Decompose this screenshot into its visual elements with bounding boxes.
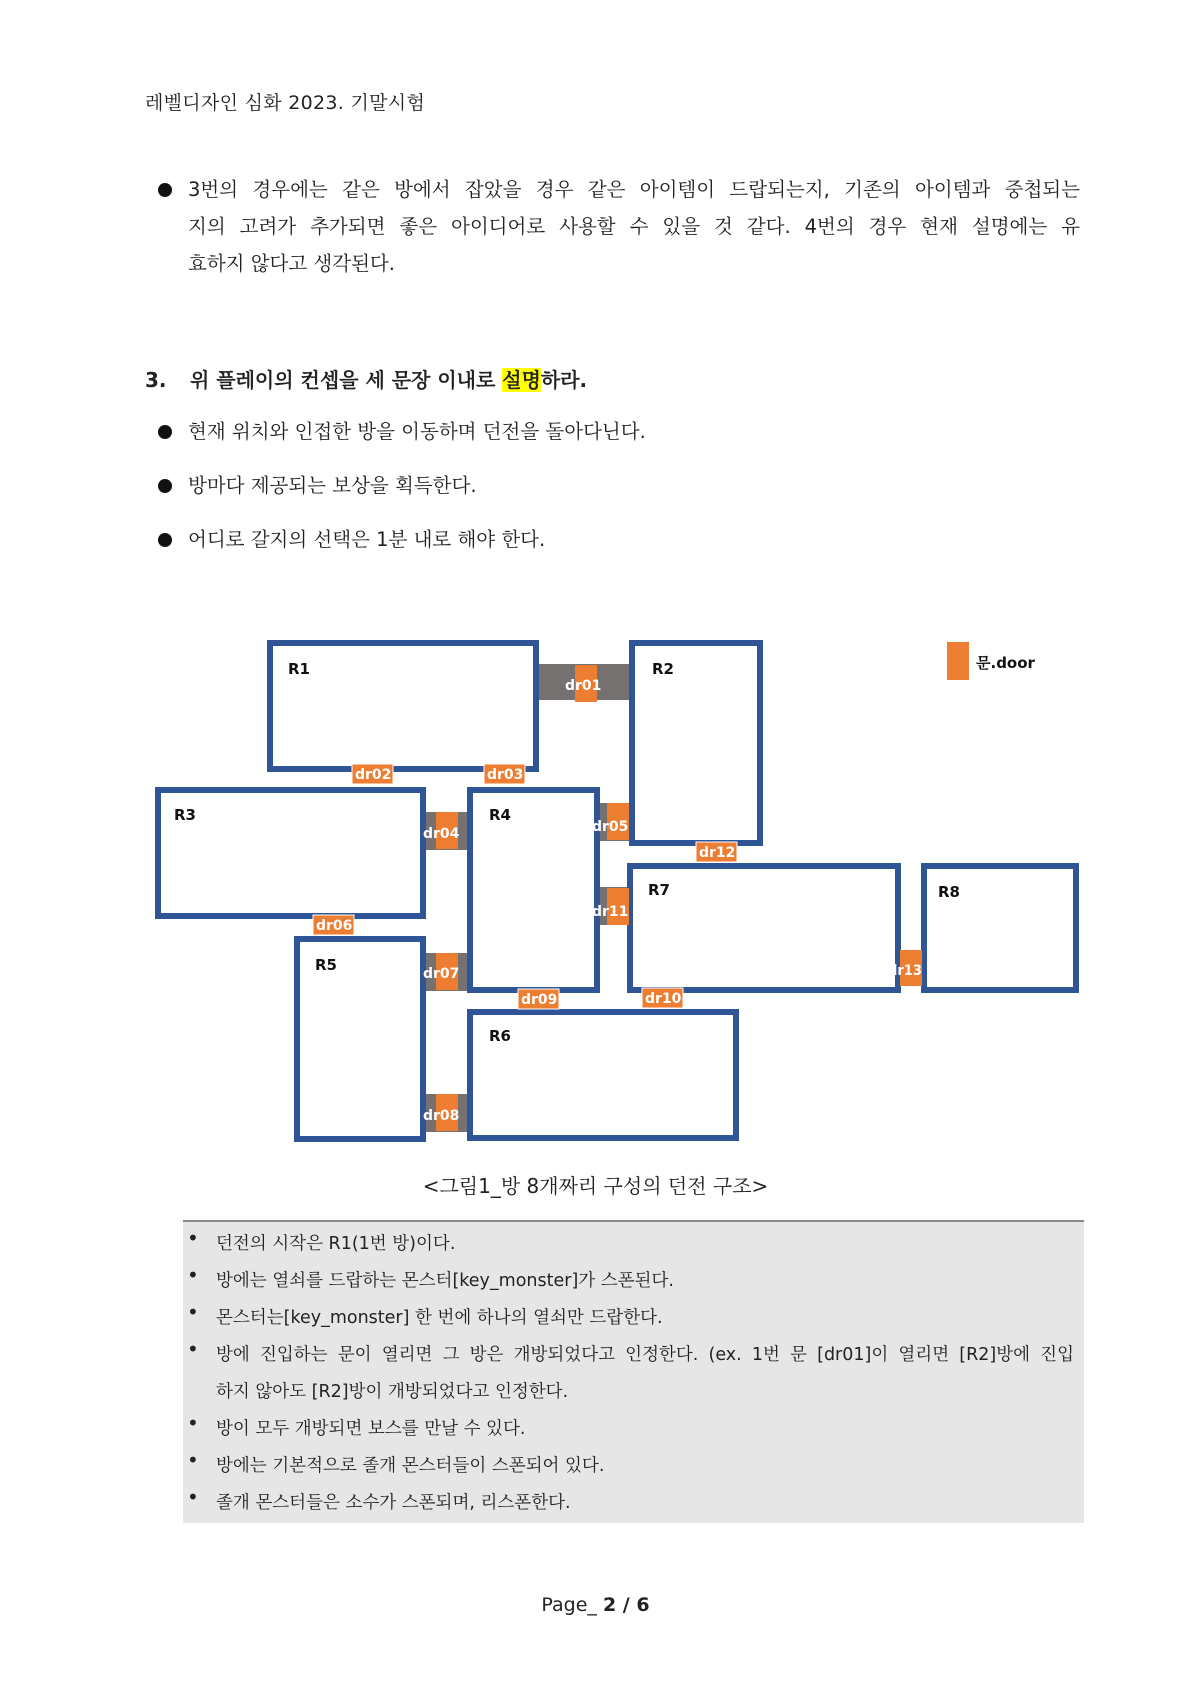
intro-line: 3번의 경우에는 같은 방에서 잡았을 경우 같은 아이템이 드랍되는지, 기존의 아이템과 중첩되는 — [188, 178, 1080, 201]
rules-box — [183, 1220, 1084, 1523]
room-r7 — [630, 866, 898, 990]
door-label: dr06 — [316, 918, 353, 934]
door-label: dr10 — [645, 991, 682, 1007]
room-label: R2 — [652, 660, 674, 678]
section-number: 3. — [145, 368, 167, 392]
bullet-icon: • — [187, 1485, 199, 1509]
bullet-icon: • — [187, 1448, 199, 1472]
intro-line: 효하지 않다고 생각된다. — [188, 252, 395, 275]
room-label: R7 — [648, 881, 670, 899]
room-label: R5 — [315, 956, 337, 974]
page-current: 2 — [602, 1594, 617, 1616]
bullet-icon: • — [187, 1411, 199, 1435]
rule-text: 방에는 기본적으로 졸개 몬스터들이 스폰되어 있다. — [216, 1456, 605, 1476]
room-label: R3 — [174, 806, 196, 824]
rule-text: 몬스터는[key_monster] 한 번에 하나의 열쇠만 드랍한다. — [216, 1308, 663, 1328]
rule-text: 하지 않아도 [R2]방이 개방되었다고 인정한다. — [216, 1382, 569, 1402]
figure-caption: <그림1_방 8개짜리 구성의 던전 구조> — [422, 1174, 769, 1198]
door-label: dr11 — [592, 904, 629, 920]
page-prefix: Page_ — [541, 1594, 603, 1616]
rule-text: 던전의 시작은 R1(1번 방)이다. — [216, 1234, 456, 1254]
highlighted-word: 설명 — [502, 368, 541, 392]
section-title-end: 하라. — [540, 368, 588, 392]
room-label: R8 — [938, 883, 960, 901]
door-label: dr03 — [487, 767, 524, 783]
door-label: dr12 — [699, 845, 736, 861]
rule-text: 방에는 열쇠를 드랍하는 몬스터[key_monster]가 스폰된다. — [216, 1271, 674, 1291]
bullet-icon: • — [187, 1300, 199, 1324]
legend-door-swatch — [947, 642, 969, 680]
bullet-icon: • — [187, 1226, 199, 1250]
door-label: dr07 — [423, 966, 460, 982]
door-label: dr02 — [355, 767, 392, 783]
room-label: R1 — [288, 660, 310, 678]
rule-text: 졸개 몬스터들은 소수가 스폰되며, 리스폰한다. — [216, 1493, 571, 1513]
room-r3 — [158, 790, 423, 916]
intro-line: 지의 고려가 추가되면 좋은 아이디어로 사용할 수 있을 것 같다. 4번의 경우 현재 설명에는 유 — [188, 215, 1080, 238]
bullet-icon: • — [187, 1337, 199, 1361]
concept-bullet: 어디로 갈지의 선택은 1분 내로 해야 한다. — [188, 528, 546, 551]
document-header: 레벨디자인 심화 2023. 기말시험 — [145, 92, 426, 114]
page-total: 6 — [636, 1594, 650, 1616]
rule-text: 방에 진입하는 문이 열리면 그 방은 개방되었다고 인정한다. (ex. 1번 문 [dr01]이 열리면 [R2]방에 진입 — [216, 1345, 1074, 1365]
room-label: R4 — [489, 806, 511, 824]
page-footer — [0, 1594, 1191, 1616]
door-label: dr04 — [423, 826, 460, 842]
rule-text: 방이 모두 개방되면 보스를 만날 수 있다. — [216, 1419, 526, 1439]
section-title-text: 위 플레이의 컨셉을 세 문장 이내로 — [190, 368, 503, 392]
page-separator: / — [616, 1594, 637, 1616]
door-label: dr13 — [888, 963, 922, 979]
door-label: dr01 — [565, 678, 602, 694]
concept-bullet: 방마다 제공되는 보상을 획득한다. — [188, 474, 477, 497]
door-label: dr08 — [423, 1108, 460, 1124]
door-label: dr05 — [592, 819, 629, 835]
door-label: dr09 — [521, 992, 558, 1008]
room-label: R6 — [489, 1027, 511, 1045]
bullet-icon: • — [187, 1263, 199, 1287]
legend-label: 문.door — [976, 654, 1035, 672]
concept-bullet: 현재 위치와 인접한 방을 이동하며 던전을 돌아다닌다. — [188, 420, 646, 443]
